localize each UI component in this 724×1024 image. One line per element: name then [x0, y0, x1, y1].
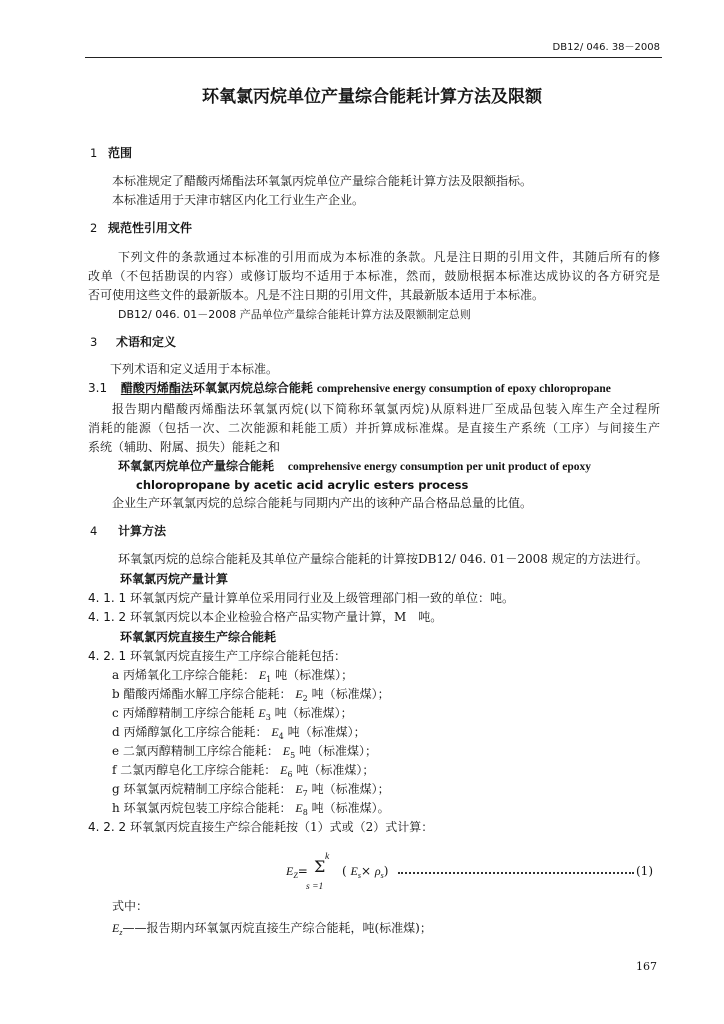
clause-text: 环氧氯丙烷直接生产工序综合能耗包括：: [130, 649, 347, 663]
list-item-sub: 5: [290, 751, 296, 760]
section-3-intro: 下列术语和定义适用于本标准。: [110, 362, 279, 376]
formula-lhs-sub: Z: [293, 871, 298, 880]
subsection-4-1-heading: 环氧氯丙烷产量计算: [120, 572, 229, 586]
list-item-sub: 2: [302, 694, 308, 703]
list-item-unit: 吨（标准煤）；: [274, 706, 353, 720]
section-1-paragraph: 本标准规定了醋酸丙烯酯法环氧氯丙烷单位产量综合能耗计算方法及限额指标。: [112, 174, 533, 188]
clause-text: 环氧氯丙烷以本企业检验合格产品实物产量计算，M 吨。: [130, 610, 443, 624]
variable-definition: [112, 921, 432, 935]
page-number: 167: [636, 960, 657, 973]
formula-leader-dots: [398, 872, 634, 874]
list-item-unit: 吨（标准煤）；: [296, 763, 375, 777]
sum-lower-limit: s =1: [306, 882, 324, 892]
formula-times: ×: [360, 864, 372, 878]
section-3-heading: 术语和定义: [116, 335, 177, 349]
list-item: [112, 725, 366, 739]
formula-1: [280, 850, 660, 896]
header-doc-code: DB12/ 046. 38－2008: [552, 42, 660, 53]
normative-reference: [118, 308, 471, 322]
list-item-var: E: [271, 725, 279, 739]
term-3-2-name: 环氧氯丙烷单位产量综合能耗: [118, 459, 275, 473]
list-item-label: h 环氧氯丙烷包装工序综合能耗：: [112, 801, 292, 815]
clause-number: 4. 1. 1: [88, 591, 127, 605]
list-item-unit: 吨（标准煤）；: [287, 725, 366, 739]
list-item-sub: 4: [278, 732, 284, 741]
list-item: [112, 687, 390, 701]
variable-description: ——报告期内环氧氯丙烷直接生产综合能耗，吨(标准煤)；: [122, 921, 432, 935]
list-item-label: a 丙烯氧化工序综合能耗：: [112, 668, 255, 682]
list-item: [112, 706, 353, 720]
list-item-label: f 二氯丙醇皂化工序综合能耗：: [112, 763, 277, 777]
term-3-2-english: comprehensive energy consumption per unit product of epoxy: [287, 461, 592, 473]
formula-rho-sub: s: [380, 871, 384, 880]
reference-code: DB12/ 046. 01－2008: [118, 308, 237, 321]
list-item-unit: 吨（标准煤）；: [275, 668, 354, 682]
sum-symbol: Σ: [314, 857, 326, 876]
list-item-unit: 吨（标准煤）；: [311, 782, 390, 796]
list-item-var: E: [280, 763, 288, 777]
list-item: [112, 763, 374, 777]
term-3-2-definition: 企业生产环氧氯丙烷的总综合能耗与同期内产出的该种产品合格品总量的比值。: [112, 496, 533, 510]
section-2-heading: 规范性引用文件: [108, 221, 193, 235]
formula-term-var: E: [350, 864, 358, 878]
list-item: [112, 668, 353, 682]
clause-4-2-2: [88, 820, 433, 834]
clause-number: 4. 2. 1: [88, 649, 127, 663]
list-item-var: E: [258, 706, 266, 720]
section-1-paragraph: 本标准适用于天津市辖区内化工行业生产企业。: [112, 193, 365, 207]
term-3-1-definition-line: 系统（辅助、附属、损失）能耗之和: [88, 440, 281, 454]
variable-subscript: z: [119, 928, 123, 937]
list-item-var: E: [282, 744, 291, 758]
formula-open-paren: (: [342, 864, 347, 878]
formula-number: (1): [636, 864, 653, 878]
list-item: [112, 744, 377, 758]
list-item-label: e 二氯丙醇精制工序综合能耗：: [112, 744, 279, 758]
formula-equals: =: [297, 864, 308, 878]
list-item-unit: 吨（标准煤）；: [311, 687, 390, 701]
formula-lhs: [286, 864, 308, 878]
term-3-1-definition-line: 报告期内醋酸丙烯酯法环氧氯丙烷(以下简称环氧氯丙烷)从原料进厂至成品包装入库生产全过程所: [112, 402, 660, 416]
clause-text: 环氧氯丙烷直接生产综合能耗按（1）式或（2）式计算：: [130, 820, 434, 834]
sum-upper-limit: k: [325, 852, 330, 862]
header-rule: [85, 57, 662, 58]
list-item-label: b 醋酸丙烯酯水解工序综合能耗：: [112, 687, 292, 701]
section-2-text-line: 否可使用这些文件的最新版本。凡是不注日期的引用文件，其最新版本适用于本标准。: [88, 288, 545, 302]
clause-4-1-2: [88, 610, 442, 624]
list-item: [112, 801, 390, 815]
section-2-text-line: 改单（不包括勘误的内容）或修订版均不适用于本标准，然而，鼓励根据本标准达成协议的各方研究是: [88, 269, 660, 283]
list-item-unit: 吨（标准煤）；: [299, 744, 378, 758]
term-3-1-underlined: 醋酸丙烯酯法: [120, 381, 193, 395]
section-4-heading: 计算方法: [118, 524, 167, 538]
list-item-var: E: [295, 687, 303, 701]
list-item-label: c 丙烯醇精制工序综合能耗: [112, 706, 255, 720]
list-item-var: E: [258, 668, 267, 682]
where-label: 式中：: [112, 899, 149, 913]
term-3-1: [88, 381, 660, 396]
term-3-1-english: comprehensive energy consumption of epoxy chloropropane: [316, 383, 611, 395]
term-3-1-number: 3.1: [88, 381, 108, 395]
section-4-number: 4: [90, 524, 98, 538]
term-3-2: [118, 459, 660, 474]
term-3-1-definition-line: 消耗的能源（包括一次、二次能源和耗能工质）并折算成标准煤。是直接生产系统（工序）与间接生产: [88, 421, 660, 435]
list-item-sub: 6: [287, 770, 293, 779]
list-item: [112, 782, 390, 796]
formula-term-sub: s: [357, 871, 361, 880]
list-item-sub: 1: [266, 675, 272, 684]
reference-title: 产品单位产量综合能耗计算方法及限额制定总则: [239, 308, 471, 321]
section-1-heading: 范围: [108, 146, 133, 160]
formula-lhs-var: E: [286, 864, 294, 878]
clause-text: 环氧氯丙烷产量计算单位采用同行业及上级管理部门相一致的单位：吨。: [130, 591, 515, 605]
list-item-unit: 吨（标准煤）。: [311, 801, 390, 815]
list-item-sub: 8: [302, 808, 308, 817]
section-2-number: 2: [90, 221, 98, 235]
list-item-label: g 环氧氯丙烷精制工序综合能耗：: [112, 782, 292, 796]
list-item-sub: 3: [265, 713, 271, 722]
formula-rho: ρ: [374, 864, 381, 878]
clause-number: 4. 1. 2: [88, 610, 127, 624]
formula-term: [342, 864, 388, 878]
list-item-var: E: [295, 801, 303, 815]
page-title: 环氧氯丙烷单位产量综合能耗计算方法及限额: [202, 87, 542, 107]
clause-number: 4. 2. 2: [88, 820, 127, 834]
formula-close-paren: ): [383, 864, 389, 878]
clause-4-2-1: [88, 649, 346, 663]
term-3-1-name: 环氧氯丙烷总综合能耗: [192, 381, 313, 395]
clause-4-1-1: [88, 591, 514, 605]
section-1-number: 1: [90, 146, 98, 160]
section-3-number: 3: [90, 335, 98, 349]
section-2-text-line: 下列文件的条款通过本标准的引用而成为本标准的条款。凡是注日期的引用文件，其随后所有的修: [118, 250, 660, 264]
list-item-label: d 丙烯醇氯化工序综合能耗：: [112, 725, 268, 739]
variable-symbol: E: [112, 921, 120, 935]
subsection-4-2-heading: 环氧氯丙烷直接生产综合能耗: [120, 630, 277, 644]
section-4-intro: 环氧氯丙烷的总综合能耗及其单位产量综合能耗的计算按DB12/ 046. 01－2008 规定的方法进行。: [118, 552, 648, 566]
list-item-sub: 7: [302, 789, 308, 798]
list-item-var: E: [295, 782, 303, 796]
term-3-2-english-cont: chloropropane by acetic acid acrylic esters process: [136, 478, 469, 492]
